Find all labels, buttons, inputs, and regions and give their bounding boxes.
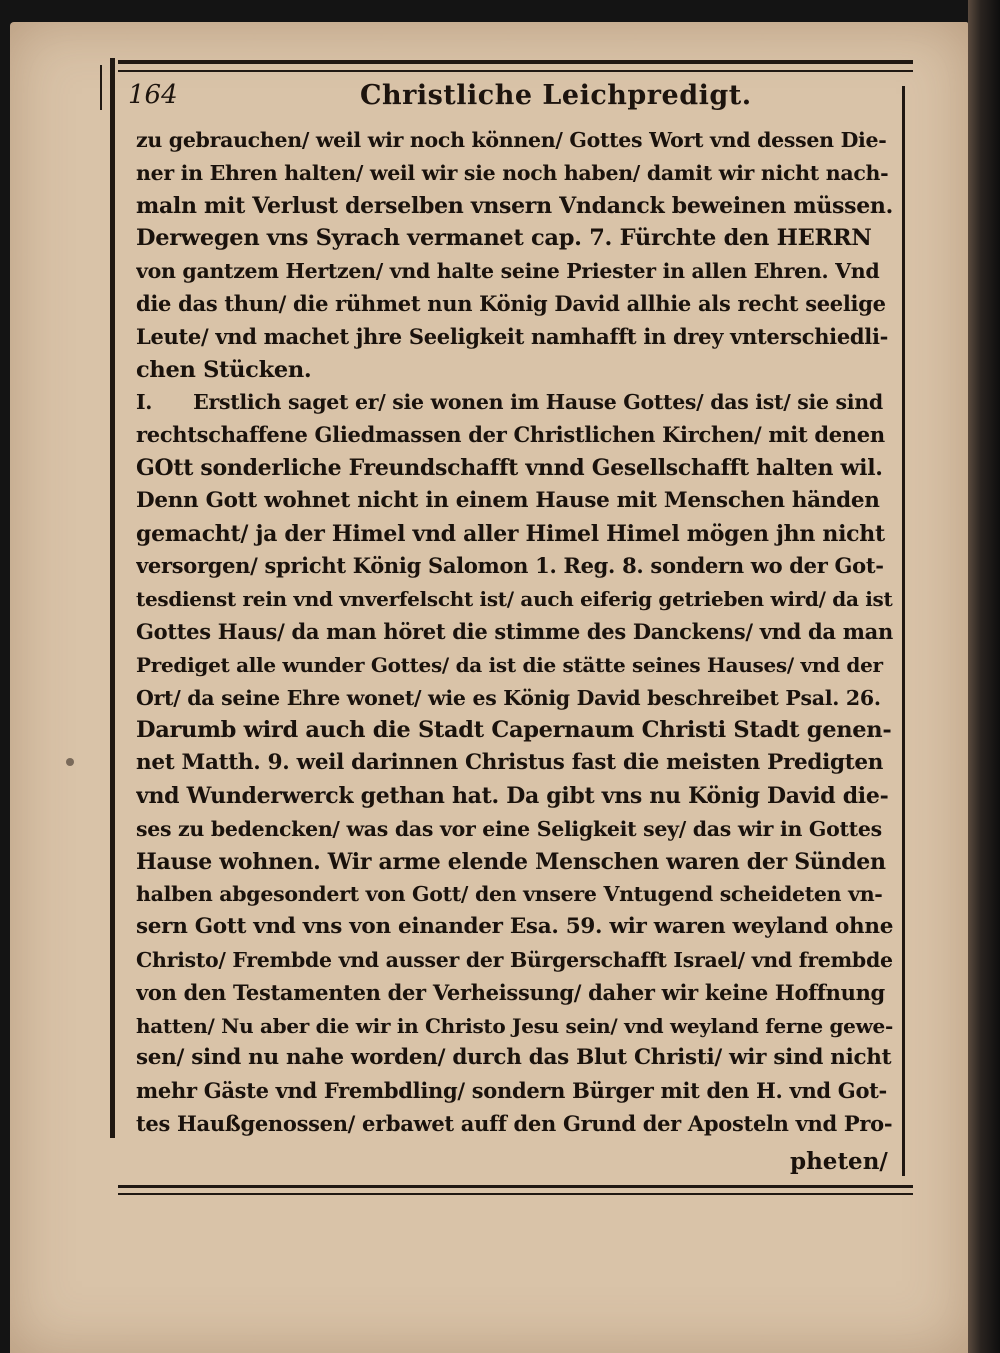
left-margin-rule <box>110 58 115 1138</box>
text-line: versorgen/ spricht König Salomon 1. Reg. 8. sondern wo der Got- <box>136 553 884 579</box>
text-line: GOtt sonderliche Freundschafft vnnd Gesellschafft halten wil. <box>136 454 883 481</box>
catchword: pheten/ <box>790 1148 888 1175</box>
text-line: rechtschaffene Gliedmassen der Christlichen Kirchen/ mit denen <box>136 422 885 448</box>
page-edge <box>968 0 1000 1353</box>
text-line: net Matth. 9. weil darinnen Christus fast die meisten Predigten <box>136 750 884 776</box>
text-line: tes Haußgenossen/ erbawet auff den Grund der Aposteln vnd Pro- <box>136 1110 893 1136</box>
text-line: tesdienst rein vnd vnverfelscht ist/ auch eiferig getrieben wird/ da ist <box>136 587 893 612</box>
text-line: Darumb wird auch die Stadt Capernaum Christi Stadt genen- <box>136 717 892 744</box>
text-line: halben abgesondert von Gott/ den vnsere Vntugend scheideten vn- <box>136 882 883 907</box>
text-line: Prediget alle wunder Gottes/ da ist die stätte seines Hauses/ vnd der <box>136 652 883 677</box>
text-line: maln mit Verlust derselben vnsern Vndanck beweinen müssen. <box>136 192 893 219</box>
text-line: von den Testamenten der Verheissung/ daher wir keine Hoffnung <box>136 979 885 1005</box>
text-line: ner in Ehren halten/ weil wir sie noch haben/ damit wir nicht nach- <box>136 160 889 185</box>
bottom-rule-thin <box>118 1193 913 1195</box>
ink-smudge <box>66 758 74 766</box>
text-line: Derwegen vns Syrach vermanet cap. 7. Fürchte den HERRN <box>136 225 872 252</box>
text-line: von gantzem Hertzen/ vnd halte seine Priester in allen Ehren. Vnd <box>136 259 880 284</box>
text-line: Christo/ Frembde vnd ausser der Bürgerschafft Israel/ vnd frembde <box>136 947 893 972</box>
left-margin-rule-short <box>100 65 102 110</box>
text-line: gemacht/ ja der Himel vnd aller Himel Himel mögen jhn nicht <box>136 520 885 547</box>
text-line: ses zu bedencken/ was das vor eine Seligkeit sey/ das wir in Gottes <box>136 816 882 841</box>
right-margin-rule <box>902 86 905 1176</box>
running-head: Christliche Leichpredigt. <box>360 80 752 111</box>
text-line: Ort/ da seine Ehre wonet/ wie es König David beschreibet Psal. 26. <box>136 685 881 710</box>
text-line: hatten/ Nu aber die wir in Christo Jesu sein/ vnd weyland ferne gewe- <box>136 1013 893 1038</box>
text-line: sen/ sind nu nahe worden/ durch das Blut Christi/ wir sind nicht <box>136 1045 892 1071</box>
top-rule-thin <box>118 70 913 72</box>
bottom-rule <box>118 1185 913 1188</box>
text-line: Hause wohnen. Wir arme elende Menschen waren der Sünden <box>136 848 886 875</box>
text-line: zu gebrauchen/ weil wir noch können/ Gottes Wort vnd dessen Die- <box>136 128 887 152</box>
text-line: chen Stücken. <box>136 356 312 383</box>
text-line: Leute/ vnd machet jhre Seeligkeit namhafft in drey vnterschiedli- <box>136 323 889 349</box>
text-line: mehr Gäste vnd Frembdling/ sondern Bürger mit den H. vnd Got- <box>136 1078 887 1104</box>
text-line: I. Erstlich saget er/ sie wonen im Hause Gottes/ das ist/ sie sind <box>136 390 883 415</box>
page-header <box>120 76 890 116</box>
body-text <box>136 124 894 1141</box>
text-line: sern Gott vnd vns von einander Esa. 59. wir waren weyland ohne <box>136 914 894 940</box>
text-line: Gottes Haus/ da man höret die stimme des Danckens/ vnd da man <box>136 618 893 644</box>
text-line: vnd Wunderwerck gethan hat. Da gibt vns nu König David die- <box>136 782 889 809</box>
text-line: Denn Gott wohnet nicht in einem Hause mit Menschen händen <box>136 487 880 513</box>
page-number: 164 <box>128 80 178 110</box>
top-rule <box>118 60 913 64</box>
text-line: die das thun/ die rühmet nun König David allhie als recht seelige <box>136 290 886 316</box>
